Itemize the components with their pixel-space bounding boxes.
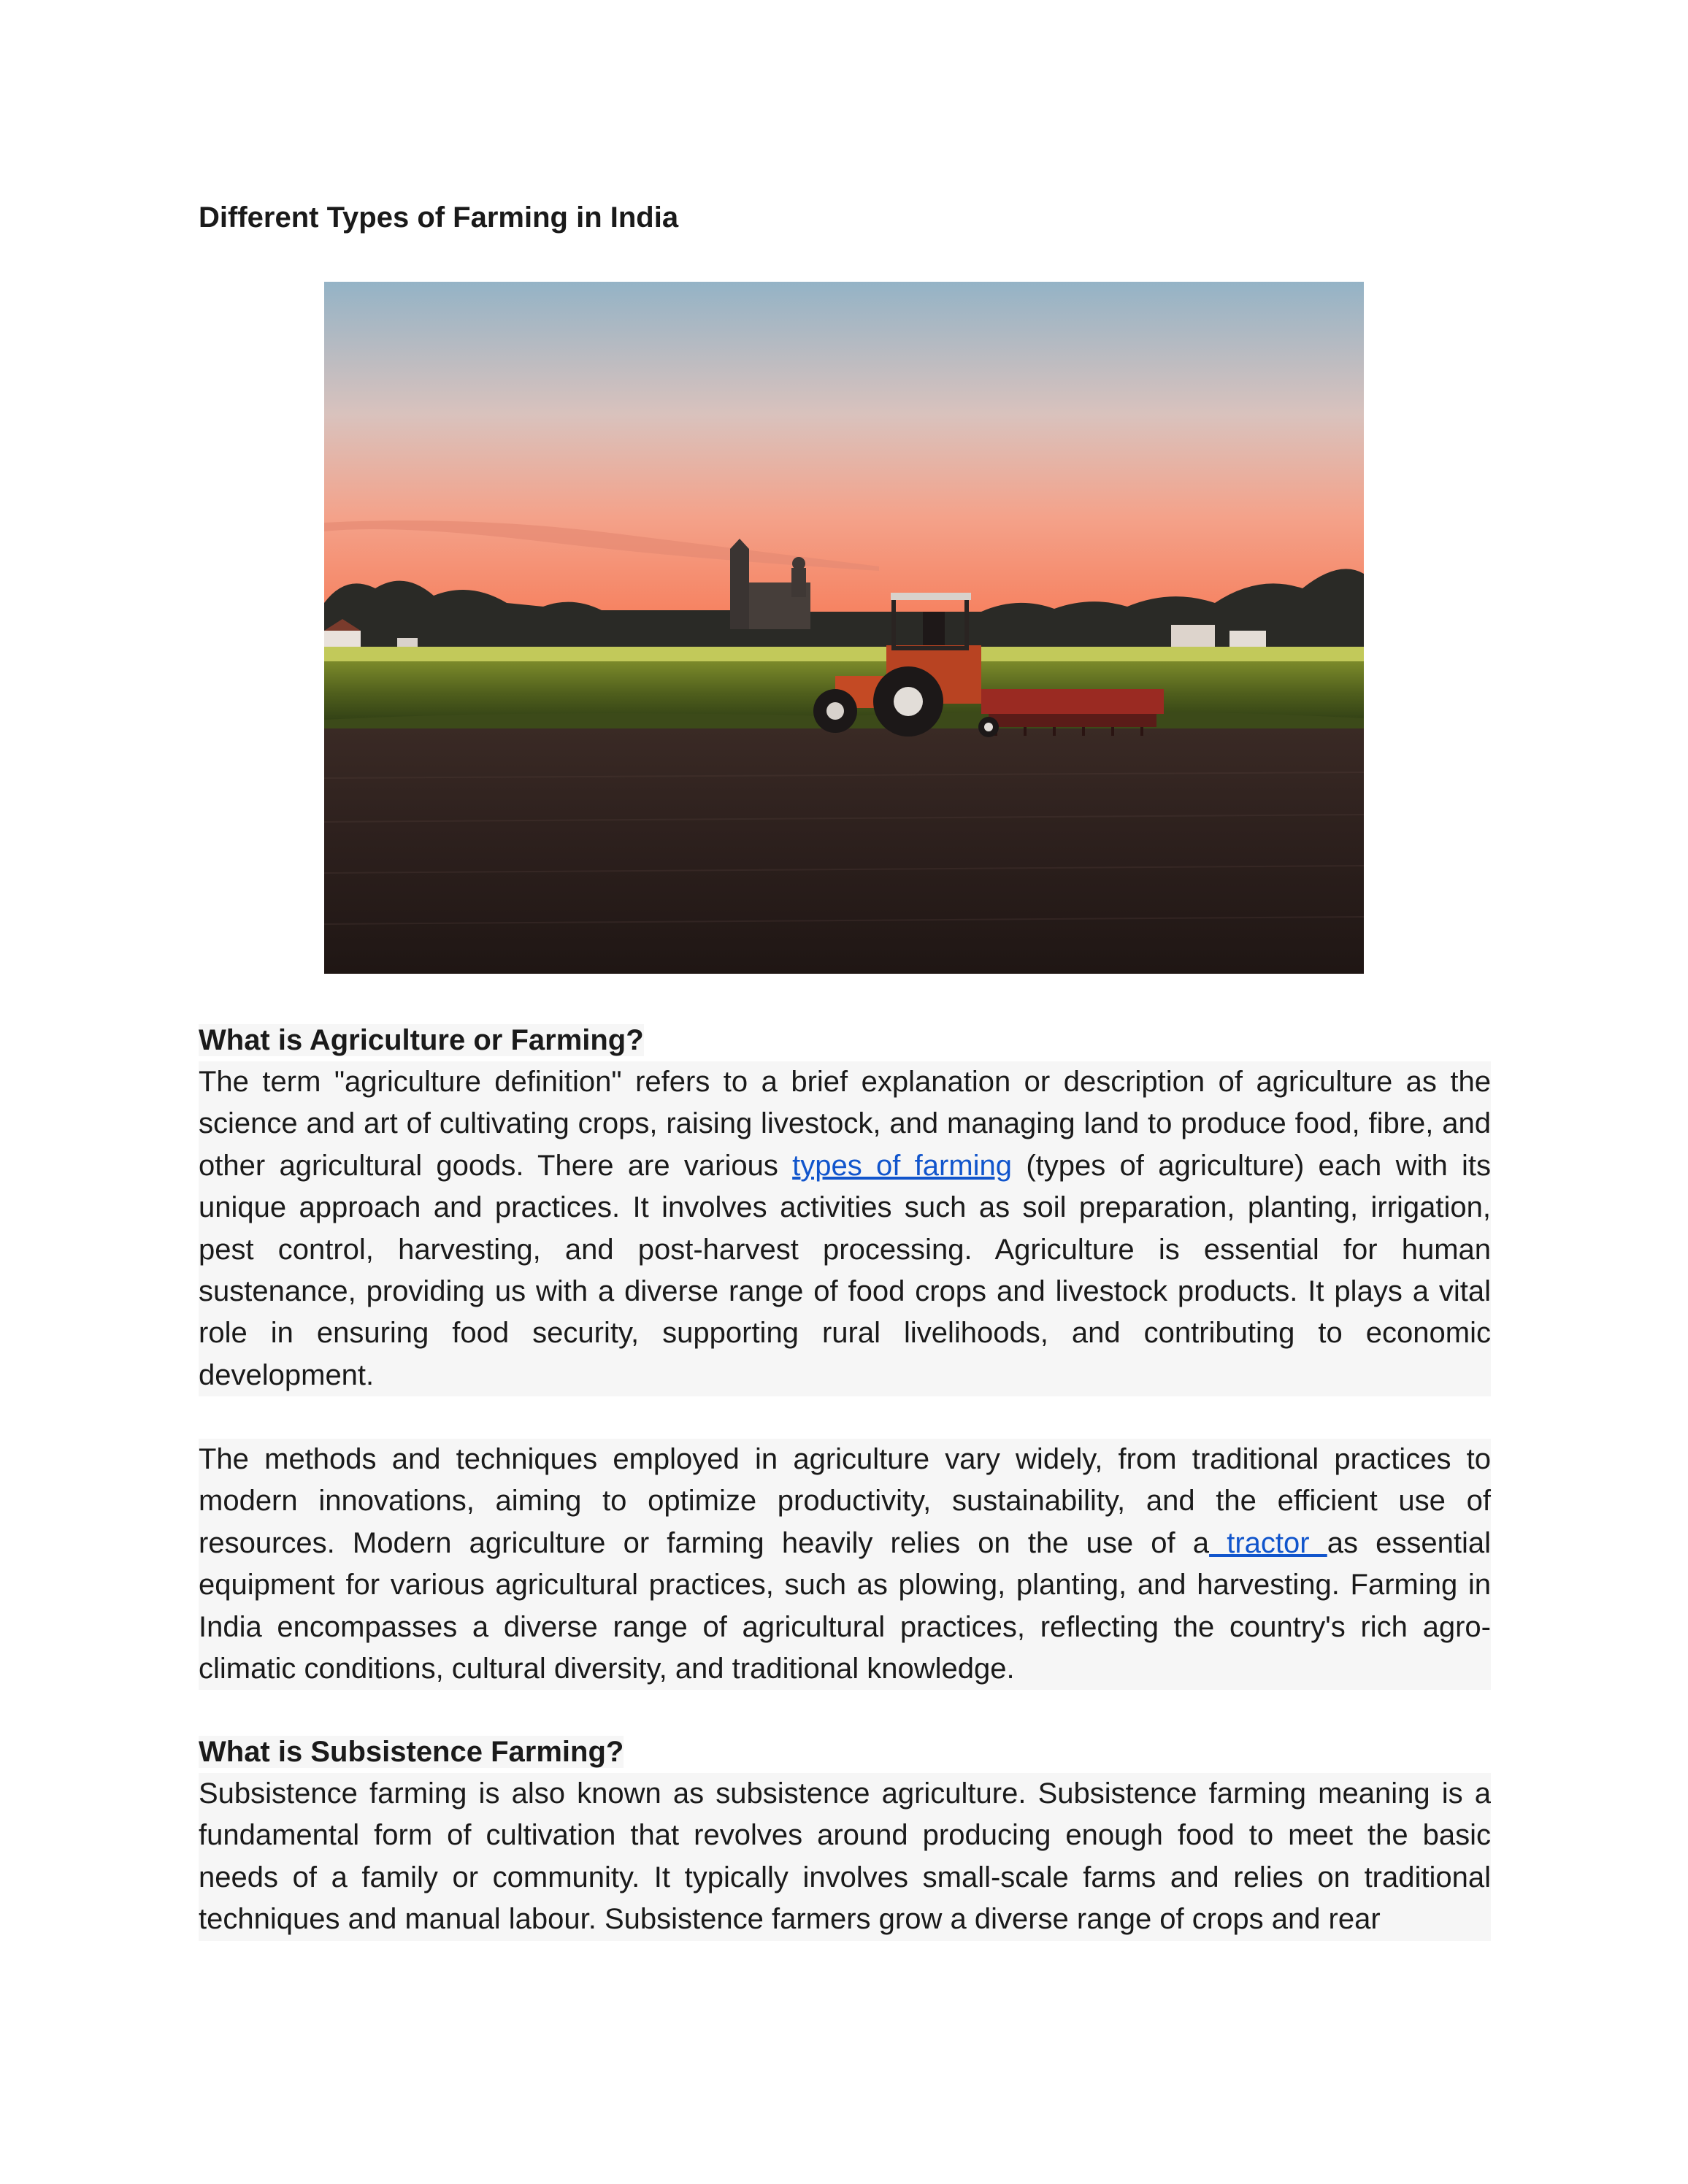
types-of-farming-link[interactable]: types of farming [792, 1149, 1013, 1182]
section-agriculture [199, 1020, 1491, 1396]
subsistence-paragraph: Subsistence farming is also known as subsistence agriculture. Subsistence farming meaning is a fundamental form of cultivation that revolves around producing enough food to meet the basic needs of a family or community. It typically involves small-scale farms and relies on traditional techniques and manual labour. Subsistence farmers grow a diverse range of crops and rear [199, 1773, 1491, 1941]
farm-scene-illustration [324, 282, 1364, 974]
methods-paragraph: The methods and techniques employed in agriculture vary widely, from traditional practices to modern innovations, aiming to optimize productivity, sustainability, and the efficient use of resources. Modern agriculture or farming heavily relies on the use of a tractor as essential equipment for various agricultural practices, such as plowing, planting, and harvesting. Farming in India encompasses a diverse range of agricultural practices, reflecting the country's rich agro-climatic conditions, cultural diversity, and traditional knowledge. [199, 1439, 1491, 1690]
document-page [199, 197, 1491, 238]
farm-tractor-image [324, 282, 1364, 974]
agriculture-paragraph: The term "agriculture definition" refers to a brief explanation or description of agriculture as the science and art of cultivating crops, raising livestock, and managing land to produce food, fibre, and other agricultural goods. There are various types of farming (types of agriculture) each with its unique approach and practices. It involves activities such as soil preparation, planting, irrigation, pest control, harvesting, and post-harvest processing. Agriculture is essential for human sustenance, providing us with a diverse range of food crops and livestock products. It plays a vital role in ensuring food security, supporting rural livelihoods, and contributing to economic development. [199, 1061, 1491, 1396]
document-title: Different Types of Farming in India [199, 201, 679, 234]
tractor-link[interactable]: tractor [1209, 1526, 1327, 1559]
section-heading: What is Agriculture or Farming? [199, 1024, 644, 1056]
section-subsistence [199, 1731, 1491, 1941]
section-methods [199, 1439, 1491, 1690]
section-heading: What is Subsistence Farming? [199, 1736, 624, 1768]
